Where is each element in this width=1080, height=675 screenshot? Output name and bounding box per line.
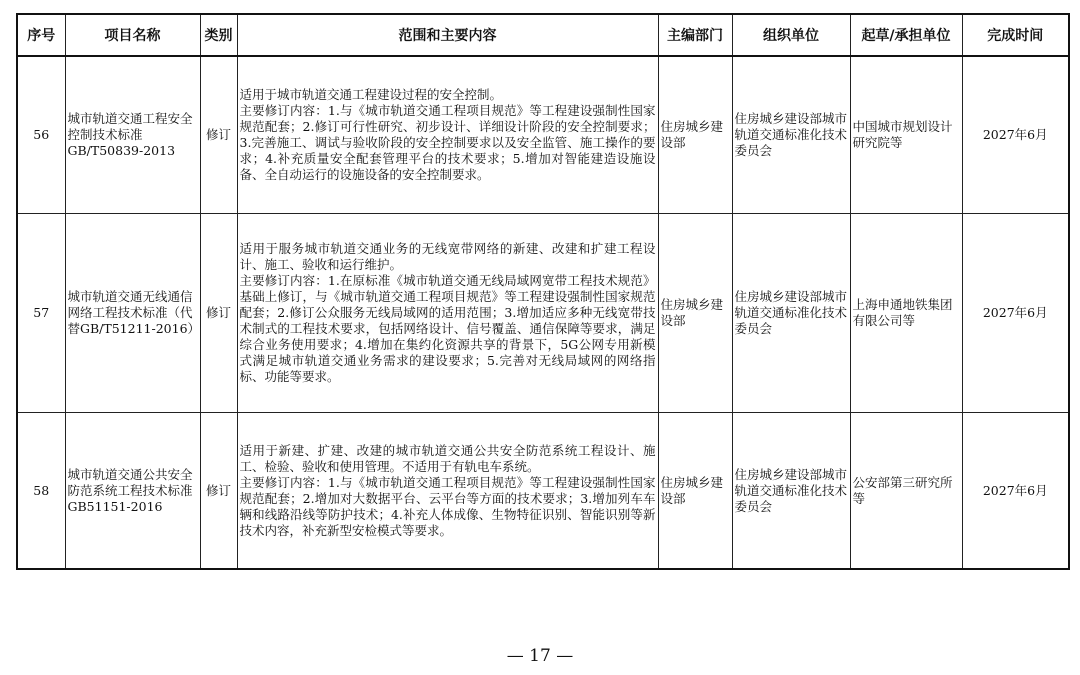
- header-number: 序号: [17, 14, 65, 56]
- table-row: [17, 56, 1069, 214]
- revision-text: 主要修订内容：1.与《城市轨道交通工程项目规范》等工程建设强制性国家规范配套；2.增加对大数据平台、云平台等方面的技术要求；3.增加列车车辆和线路沿线等防护技术；4.补充人体成像、生物特征识别、智能识别等新技术内容，补充新型安检模式等要求。: [239, 474, 656, 538]
- header-project-name: 项目名称: [65, 14, 200, 56]
- organizing-unit: 住房城乡建设部城市轨道交通标准化技术委员会: [732, 214, 850, 413]
- revision-text: 主要修订内容：1.与《城市轨道交通工程项目规范》等工程建设强制性国家规范配套；2.修订可行性研究、初步设计、详细设计阶段的安全控制要求；3.完善施工、调试与验收阶段的安全控制要求以及安全监管、施工操作的要求；4.补充质量安全配套管理平台的技术要求；5.增加对智能建造设施设备、全自动运行的设施设备的安全控制要求。: [239, 103, 656, 182]
- standards-table: [16, 13, 1070, 570]
- drafting-unit: 中国城市规划设计研究院等: [850, 56, 962, 214]
- category: 修订: [200, 56, 237, 214]
- completion-time: 2027年6月: [962, 214, 1069, 413]
- scope-text: 适用于服务城市轨道交通业务的无线宽带网络的新建、改建和扩建工程设计、施工、验收和运行维护。: [239, 241, 656, 272]
- scope-content: [237, 56, 658, 214]
- header-chief-dept: 主编部门: [658, 14, 732, 56]
- scope-content: [237, 214, 658, 413]
- header-scope-content: 范围和主要内容: [237, 14, 658, 56]
- project-name: 城市轨道交通工程安全控制技术标准GB/T50839-2013: [65, 56, 200, 214]
- chief-dept: 住房城乡建设部: [658, 214, 732, 413]
- completion-time: 2027年6月: [962, 56, 1069, 214]
- project-name: 城市轨道交通无线通信网络工程技术标准（代替GB/T51211-2016）: [65, 214, 200, 413]
- organizing-unit: 住房城乡建设部城市轨道交通标准化技术委员会: [732, 56, 850, 214]
- chief-dept: 住房城乡建设部: [658, 413, 732, 570]
- row-number: 58: [17, 413, 65, 570]
- header-organizing-unit: 组织单位: [732, 14, 850, 56]
- header-completion-time: 完成时间: [962, 14, 1069, 56]
- organizing-unit: 住房城乡建设部城市轨道交通标准化技术委员会: [732, 413, 850, 570]
- chief-dept: 住房城乡建设部: [658, 56, 732, 214]
- page-number: — 17 —: [506, 646, 574, 666]
- row-number: 56: [17, 56, 65, 214]
- header-drafting-unit: 起草/承担单位: [850, 14, 962, 56]
- drafting-unit: 公安部第三研究所等: [850, 413, 962, 570]
- scope-text: 适用于城市轨道交通工程建设过程的安全控制。: [239, 87, 503, 102]
- header-category: 类别: [200, 14, 237, 56]
- table-row: [17, 214, 1069, 413]
- revision-text: 主要修订内容：1.在原标准《城市轨道交通无线局域网宽带工程技术规范》基础上修订，与《城市轨道交通工程项目规范》等工程建设强制性国家规范配套；2.修订公众服务无线局域网的适用范围；3.增加适应多种无线宽带技术制式的工程技术要求，包括网络设计、信号覆盖、通信保障等要求，满足综合业务使用要求；4.增加在集约化资源共享的背景下，5G公网专用新模式满足城市轨道交通业务需求的建设要求；5.完善对无线局域网的网络指标、功能等要求。: [239, 273, 656, 384]
- row-number: 57: [17, 214, 65, 413]
- category: 修订: [200, 214, 237, 413]
- completion-time: 2027年6月: [962, 413, 1069, 570]
- table-row: [17, 413, 1069, 570]
- table-header-row: [17, 14, 1069, 56]
- drafting-unit: 上海申通地铁集团有限公司等: [850, 214, 962, 413]
- project-name: 城市轨道交通公共安全防范系统工程技术标准GB51151-2016: [65, 413, 200, 570]
- category: 修订: [200, 413, 237, 570]
- scope-text: 适用于新建、扩建、改建的城市轨道交通公共安全防范系统工程设计、施工、检验、验收和使用管理。不适用于有轨电车系统。: [239, 442, 656, 474]
- scope-content: [237, 413, 658, 570]
